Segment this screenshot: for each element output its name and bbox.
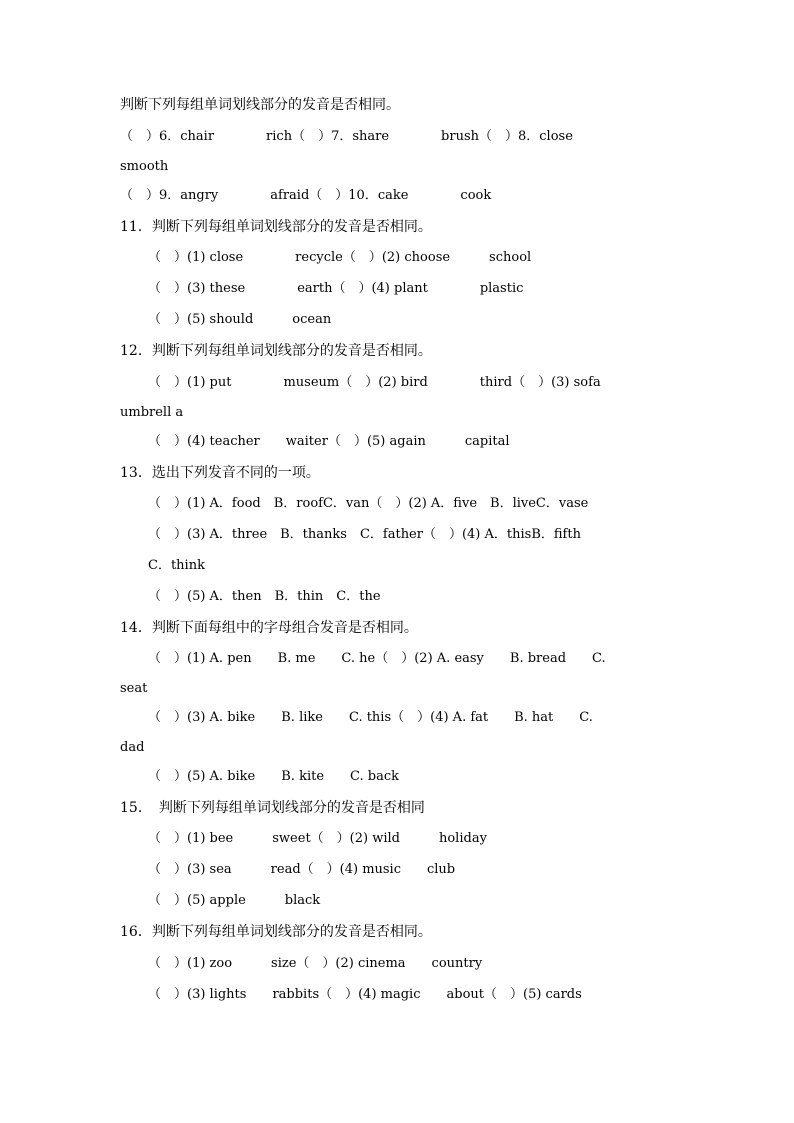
question-line: （ ）(1) bee sweet（ ）(2) wild holiday: [148, 831, 487, 846]
question-line: （ ）(5) A．then B．thin C．the: [148, 589, 381, 604]
question-line: C．think: [148, 558, 205, 573]
question-line: dad: [120, 740, 145, 755]
section-heading: 11．判断下列每组单词划线部分的发音是否相同。: [120, 219, 432, 235]
question-line: （ ）(1) zoo size（ ）(2) cinema country: [148, 956, 483, 971]
question-line: （ ）(1) close recycle（ ）(2) choose school: [148, 250, 532, 265]
section-heading: 12．判断下列每组单词划线部分的发音是否相同。: [120, 343, 432, 359]
question-line: （ ）(1) put museum（ ）(2) bird third（ ）(3) sofa: [148, 375, 601, 390]
question-line: umbrell a: [120, 405, 184, 420]
question-line: （ ）(4) teacher waiter（ ）(5) again capital: [148, 434, 510, 449]
section-heading: 16．判断下列每组单词划线部分的发音是否相同。: [120, 924, 432, 940]
section-heading: 13．选出下列发音不同的一项。: [120, 465, 320, 481]
question-line: （ ）(3) A. bike B. like C. this（ ）(4) A. fat B. hat C.: [148, 710, 593, 725]
question-line: （ ）(1) A．food B．roofC．van（ ）(2) A．five B．liveC．vase: [148, 496, 589, 511]
question-line: （ ）(1) A. pen B. me C. he（ ）(2) A. easy B. bread C.: [148, 651, 606, 666]
question-line: （ ）(5) should ocean: [148, 312, 332, 327]
question-line: smooth: [120, 159, 169, 174]
question-line: seat: [120, 681, 148, 696]
question-line: （ ）(3) these earth（ ）(4) plant plastic: [148, 281, 524, 296]
question-line: （ ）(5) A. bike B. kite C. back: [148, 769, 399, 784]
question-line: （ ）(3) sea read（ ）(4) music club: [148, 862, 456, 877]
section-heading: 15． 判断下列每组单词划线部分的发音是否相同: [120, 800, 425, 816]
question-line: （ ）(5) apple black: [148, 893, 321, 908]
section-heading: 判断下列每组单词划线部分的发音是否相同。: [120, 97, 400, 113]
section-heading: 14．判断下面每组中的字母组合发音是否相同。: [120, 620, 418, 636]
question-line: （ ）9．angry afraid（ ）10．cake cook: [120, 188, 492, 203]
question-line: （ ）(3) A．three B．thanks C．father（ ）(4) A．thisB．fifth: [148, 527, 581, 542]
question-line: （ ）(3) lights rabbits（ ）(4) magic about（ ）(5) cards: [148, 987, 582, 1002]
question-line: （ ）6．chair rich（ ）7．share brush（ ）8．close: [120, 129, 573, 144]
